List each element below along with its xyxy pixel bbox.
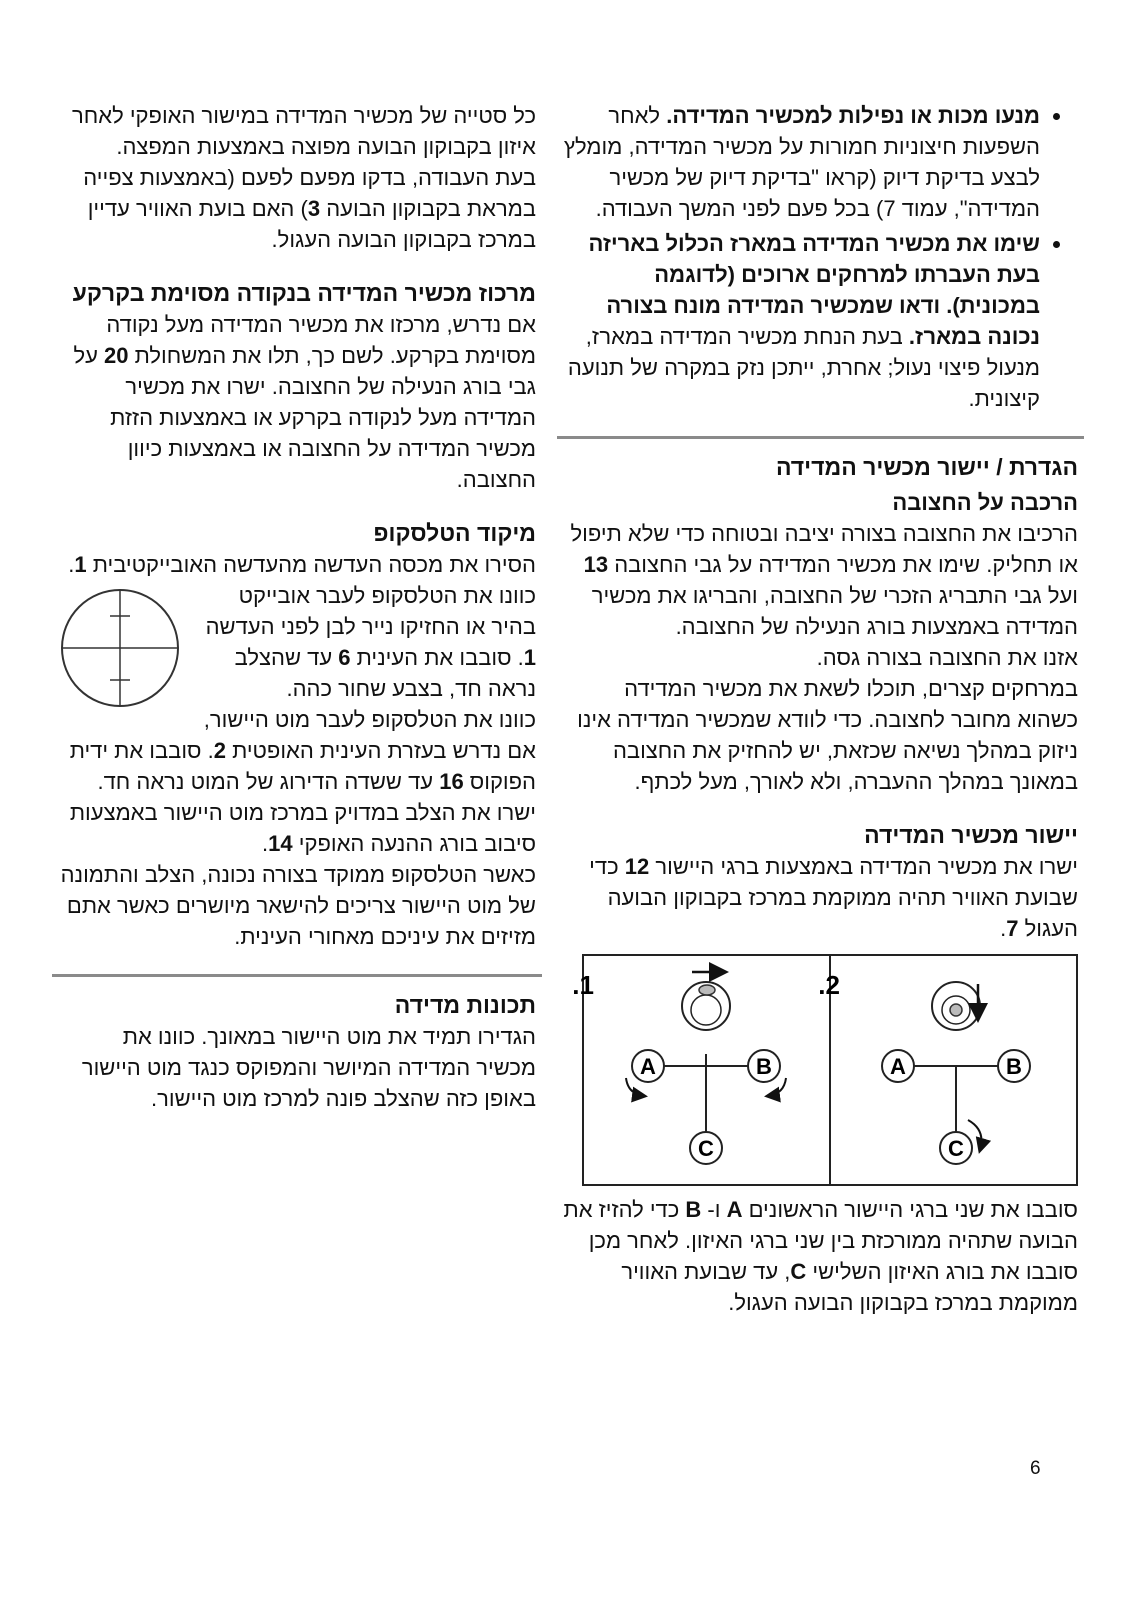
section-title-center: מרכוז מכשיר המדידה בנקודה מסוימת בקרקע xyxy=(72,280,536,306)
section-title-focus: מיקוד הטלסקופ xyxy=(373,520,536,546)
paragraph: כל סטייה של מכשיר המדידה במישור האופקי לאחר איזון בקבוקון הבועה מפוצה באמצעות המפצה. xyxy=(72,103,536,159)
bullet-bold: מנעו מכות או נפילות למכשיר המדידה. xyxy=(666,103,1040,128)
section-title-setup: הגדרת / יישור מכשיר המדידה xyxy=(775,454,1078,480)
paragraph: אזנו את החצובה בצורה גסה. xyxy=(816,645,1078,670)
section-divider xyxy=(557,436,1084,439)
paragraph: סובבו את שני ברגי היישור הראשונים A ו- B כדי להזיז את הבועה שתהיה ממורכזת בין שני ברגי האיזון. לאחר מכן סובבו את בורג האיזון השלישי C, עד שבועת האוויר ממוקמת במרכז בקבוקון הבועה העגול. xyxy=(563,1197,1078,1315)
paragraph: הגדירו תמיד את מוט היישור במאונך. כוונו את מכשיר המדידה המיושר והמפוקס כנגד מוט היישור באופן כזה שהצלב פונה למרכז מוט היישור. xyxy=(81,1024,536,1111)
subsection-title-mount: הרכבה על החצובה xyxy=(892,490,1078,515)
section-title-measure: תכונות מדידה xyxy=(394,992,536,1018)
screw-b-label: B xyxy=(756,1054,772,1079)
paragraph: הרכיבו את החצובה בצורה יציבה ובטוחה כדי שלא תיפול או תחליק. שימו את מכשיר המדידה על גבי החצובה 13 ועל גבי התבריג הזכרי של החצובה, והבריגו את מכשיר המדידה באמצעות בורג הנעילה של החצובה. xyxy=(570,521,1078,639)
left-column xyxy=(58,100,536,1114)
crosshair-block xyxy=(58,580,536,704)
screw-b-label: B xyxy=(1006,1054,1022,1079)
bullet-item xyxy=(563,228,1040,414)
screw-a-label: A xyxy=(890,1054,906,1079)
screw-c-label: C xyxy=(948,1136,964,1161)
screw-c-label: C xyxy=(698,1136,714,1161)
paragraph: הסירו את מכסה העדשה מהעדשה האובייקטיבית 1. xyxy=(68,552,536,577)
bullet-bold: שימו את מכשיר המדידה במארז הכלול באריזה בעת העברתו למרחקים ארוכים (לדוגמה במכונית). ודאו שמכשיר המדידה מונח בצורה נכונה במארז. xyxy=(588,231,1040,349)
paragraph: בעת העבודה, בדקו מפעם לפעם (באמצעות צפייה במראת בקבוקון הבועה 3) האם בועת האוויר עדיין במרכז בקבוקון הבועה העגול. xyxy=(83,165,536,252)
crosshair-icon xyxy=(58,586,182,710)
paragraph: כאשר הטלסקופ ממוקד בצורה נכונה, הצלב והתמונה של מוט היישור צריכים להישאר מיושרים כאשר אתם מזיזים את עיניכם מאחורי העינית. xyxy=(60,862,536,949)
panel-2-label: 2. xyxy=(818,970,840,1000)
air-bubble-icon xyxy=(950,1004,962,1016)
page-number: 6 xyxy=(1030,1458,1041,1479)
bullet-text: בעת הנחת מכשיר המדידה במארז, מנעול פיצוי נעול; אחרת, ייתכן נזק במקרה של תנועה קיצונית. xyxy=(567,324,1040,411)
screw-a-label: A xyxy=(640,1054,656,1079)
leveling-figure xyxy=(572,954,1078,1186)
section-title-level: יישור מכשיר המדידה xyxy=(864,822,1078,848)
paragraph: במרחקים קצרים, תוכלו לשאת את מכשיר המדידה כשהוא מחובר לחצובה. כדי לוודא שמכשיר המדידה אינו ניזוק במהלך נשיאה שכזאת, יש להחזיק את החצובה במאונך במהלך ההעברה, ולא לאורך, מעל לכתף. xyxy=(577,676,1078,794)
air-bubble-icon xyxy=(699,985,715,995)
handling-bullets xyxy=(563,100,1078,414)
panel-1-label: 1. xyxy=(572,970,594,1000)
paragraph: אם נדרש, מרכזו את מכשיר המדידה מעל נקודה מסוימת בקרקע. לשם כך, תלו את המשחולת 20 על גבי בורג הנעילה של החצובה. ישרו את מכשיר המדידה מעל לנקודה בקרקע או באמצעות הזזת מכשיר המדידה על החצובה או באמצעות כיוון החצובה. xyxy=(73,312,536,492)
right-column xyxy=(563,100,1078,1318)
bullet-item xyxy=(563,100,1040,224)
paragraph: ישרו את מכשיר המדידה באמצעות ברגי היישור 12 כדי שבועת האוויר תהיה ממוקמת במרכז בקבוקון הבועה העגול 7. xyxy=(589,854,1078,941)
bullet-text: לאחר השפעות חיצוניות חמורות על מכשיר המדידה, מומלץ לבצע בדיקת דיוק (קראו "בדיקת דיוק של מכשיר המדידה", עמוד 7) בכל פעם לפני המשך העבודה. xyxy=(563,103,1040,221)
section-divider xyxy=(52,974,542,977)
paragraph: כוונו את הטלסקופ לעבר מוט היישור, אם נדרש בעזרת העינית האופטית 2. סובבו את ידית הפוקוס 16 עד ששדה הדירוג של המוט נראה חד. ישרו את הצלב במדויק במרכז מוט היישור באמצעות סיבוב בורג ההנעה האופקי 14. xyxy=(69,707,536,856)
paragraph: כוונו את הטלסקופ לעבר אובייקט בהיר או החזיקו נייר לבן לפני העדשה 1. סובבו את העינית 6 עד שהצלב נראה חד, בצבע שחור כהה. xyxy=(205,583,536,701)
